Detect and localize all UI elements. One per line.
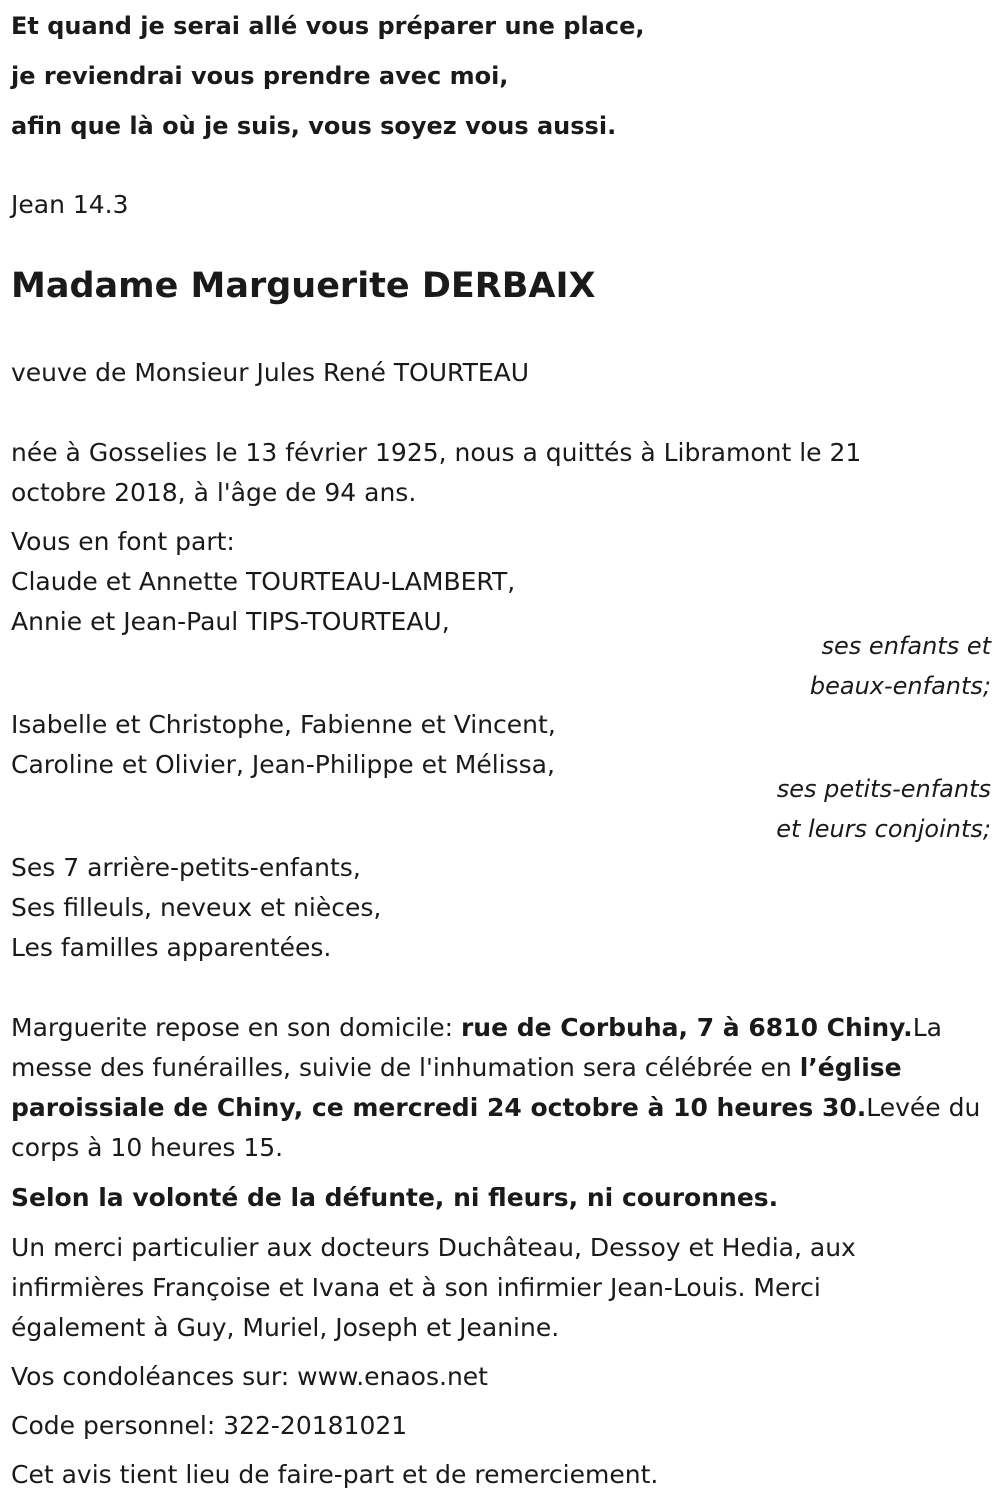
funeral-line-3-tail: Levée du bbox=[866, 1093, 981, 1122]
funeral-line-4: corps à 10 heures 15. bbox=[11, 1133, 284, 1162]
announcers-intro: Vous en font part: bbox=[11, 527, 235, 556]
verse-line-2: je reviendrai vous prendre avec moi, bbox=[11, 62, 509, 90]
thanks-line: Un merci particulier aux docteurs Duchâteau, Dessoy et Hedia, aux bbox=[11, 1233, 856, 1262]
verse-reference: Jean 14.3 bbox=[11, 190, 129, 219]
verse-line-1: Et quand je serai allé vous préparer une place, bbox=[11, 12, 645, 40]
deceased-name: Madame Marguerite DERBAIX bbox=[11, 266, 596, 306]
home-address: rue de Corbuha, 7 à 6810 Chiny. bbox=[460, 1013, 913, 1042]
mass-text: messe des funérailles, suivie de l'inhumation sera célébrée en bbox=[11, 1053, 800, 1082]
child-couple: Annie et Jean-Paul TIPS-TOURTEAU, bbox=[11, 607, 450, 636]
church-start: l’église bbox=[799, 1053, 902, 1082]
funeral-line-3 bbox=[11, 1088, 980, 1128]
verse-line-3: afin que là où je suis, vous soyez vous aussi. bbox=[11, 112, 617, 140]
thanks-line: également à Guy, Muriel, Joseph et Jeanine. bbox=[11, 1313, 560, 1342]
family-member-line: Ses 7 arrière-petits-enfants, bbox=[11, 853, 361, 882]
thanks-line: infirmières Françoise et Ivana et à son infirmier Jean-Louis. Merci bbox=[11, 1273, 821, 1302]
grandchildren-role-line-2: et leurs conjoints; bbox=[776, 815, 991, 843]
grandchild-couples: Isabelle et Christophe, Fabienne et Vincent, bbox=[11, 710, 556, 739]
child-couple: Claude et Annette TOURTEAU-LAMBERT, bbox=[11, 567, 516, 596]
birth-death-line-2: octobre 2018, à l'âge de 94 ans. bbox=[11, 478, 417, 507]
family-member-line: Les familles apparentées. bbox=[11, 933, 332, 962]
funeral-line-1-tail: La bbox=[912, 1013, 942, 1042]
widow-of: veuve de Monsieur Jules René TOURTEAU bbox=[11, 358, 530, 387]
repose-text: Marguerite repose en son domicile: bbox=[11, 1013, 461, 1042]
funeral-line-2 bbox=[11, 1048, 902, 1088]
personal-code: Code personnel: 322-20181021 bbox=[11, 1411, 408, 1440]
closing-note: Cet avis tient lieu de faire-part et de remerciement. bbox=[11, 1460, 659, 1489]
funeral-wishes: Selon la volonté de la défunte, ni fleurs, ni couronnes. bbox=[11, 1183, 779, 1212]
condolences-line: Vos condoléances sur: www.enaos.net bbox=[11, 1362, 488, 1391]
children-role-line-2: beaux-enfants; bbox=[809, 672, 991, 700]
funeral-line-1 bbox=[11, 1008, 942, 1048]
church-datetime: paroissiale de Chiny, ce mercredi 24 octobre à 10 heures 30. bbox=[11, 1093, 867, 1122]
birth-death-line-1: née à Gosselies le 13 février 1925, nous a quittés à Libramont le 21 bbox=[11, 438, 862, 467]
grandchild-couples: Caroline et Olivier, Jean-Philippe et Mélissa, bbox=[11, 750, 555, 779]
grandchildren-role-line-1: ses petits-enfants bbox=[776, 775, 991, 803]
children-role-line-1: ses enfants et bbox=[821, 632, 991, 660]
family-member-line: Ses filleuls, neveux et nièces, bbox=[11, 893, 382, 922]
